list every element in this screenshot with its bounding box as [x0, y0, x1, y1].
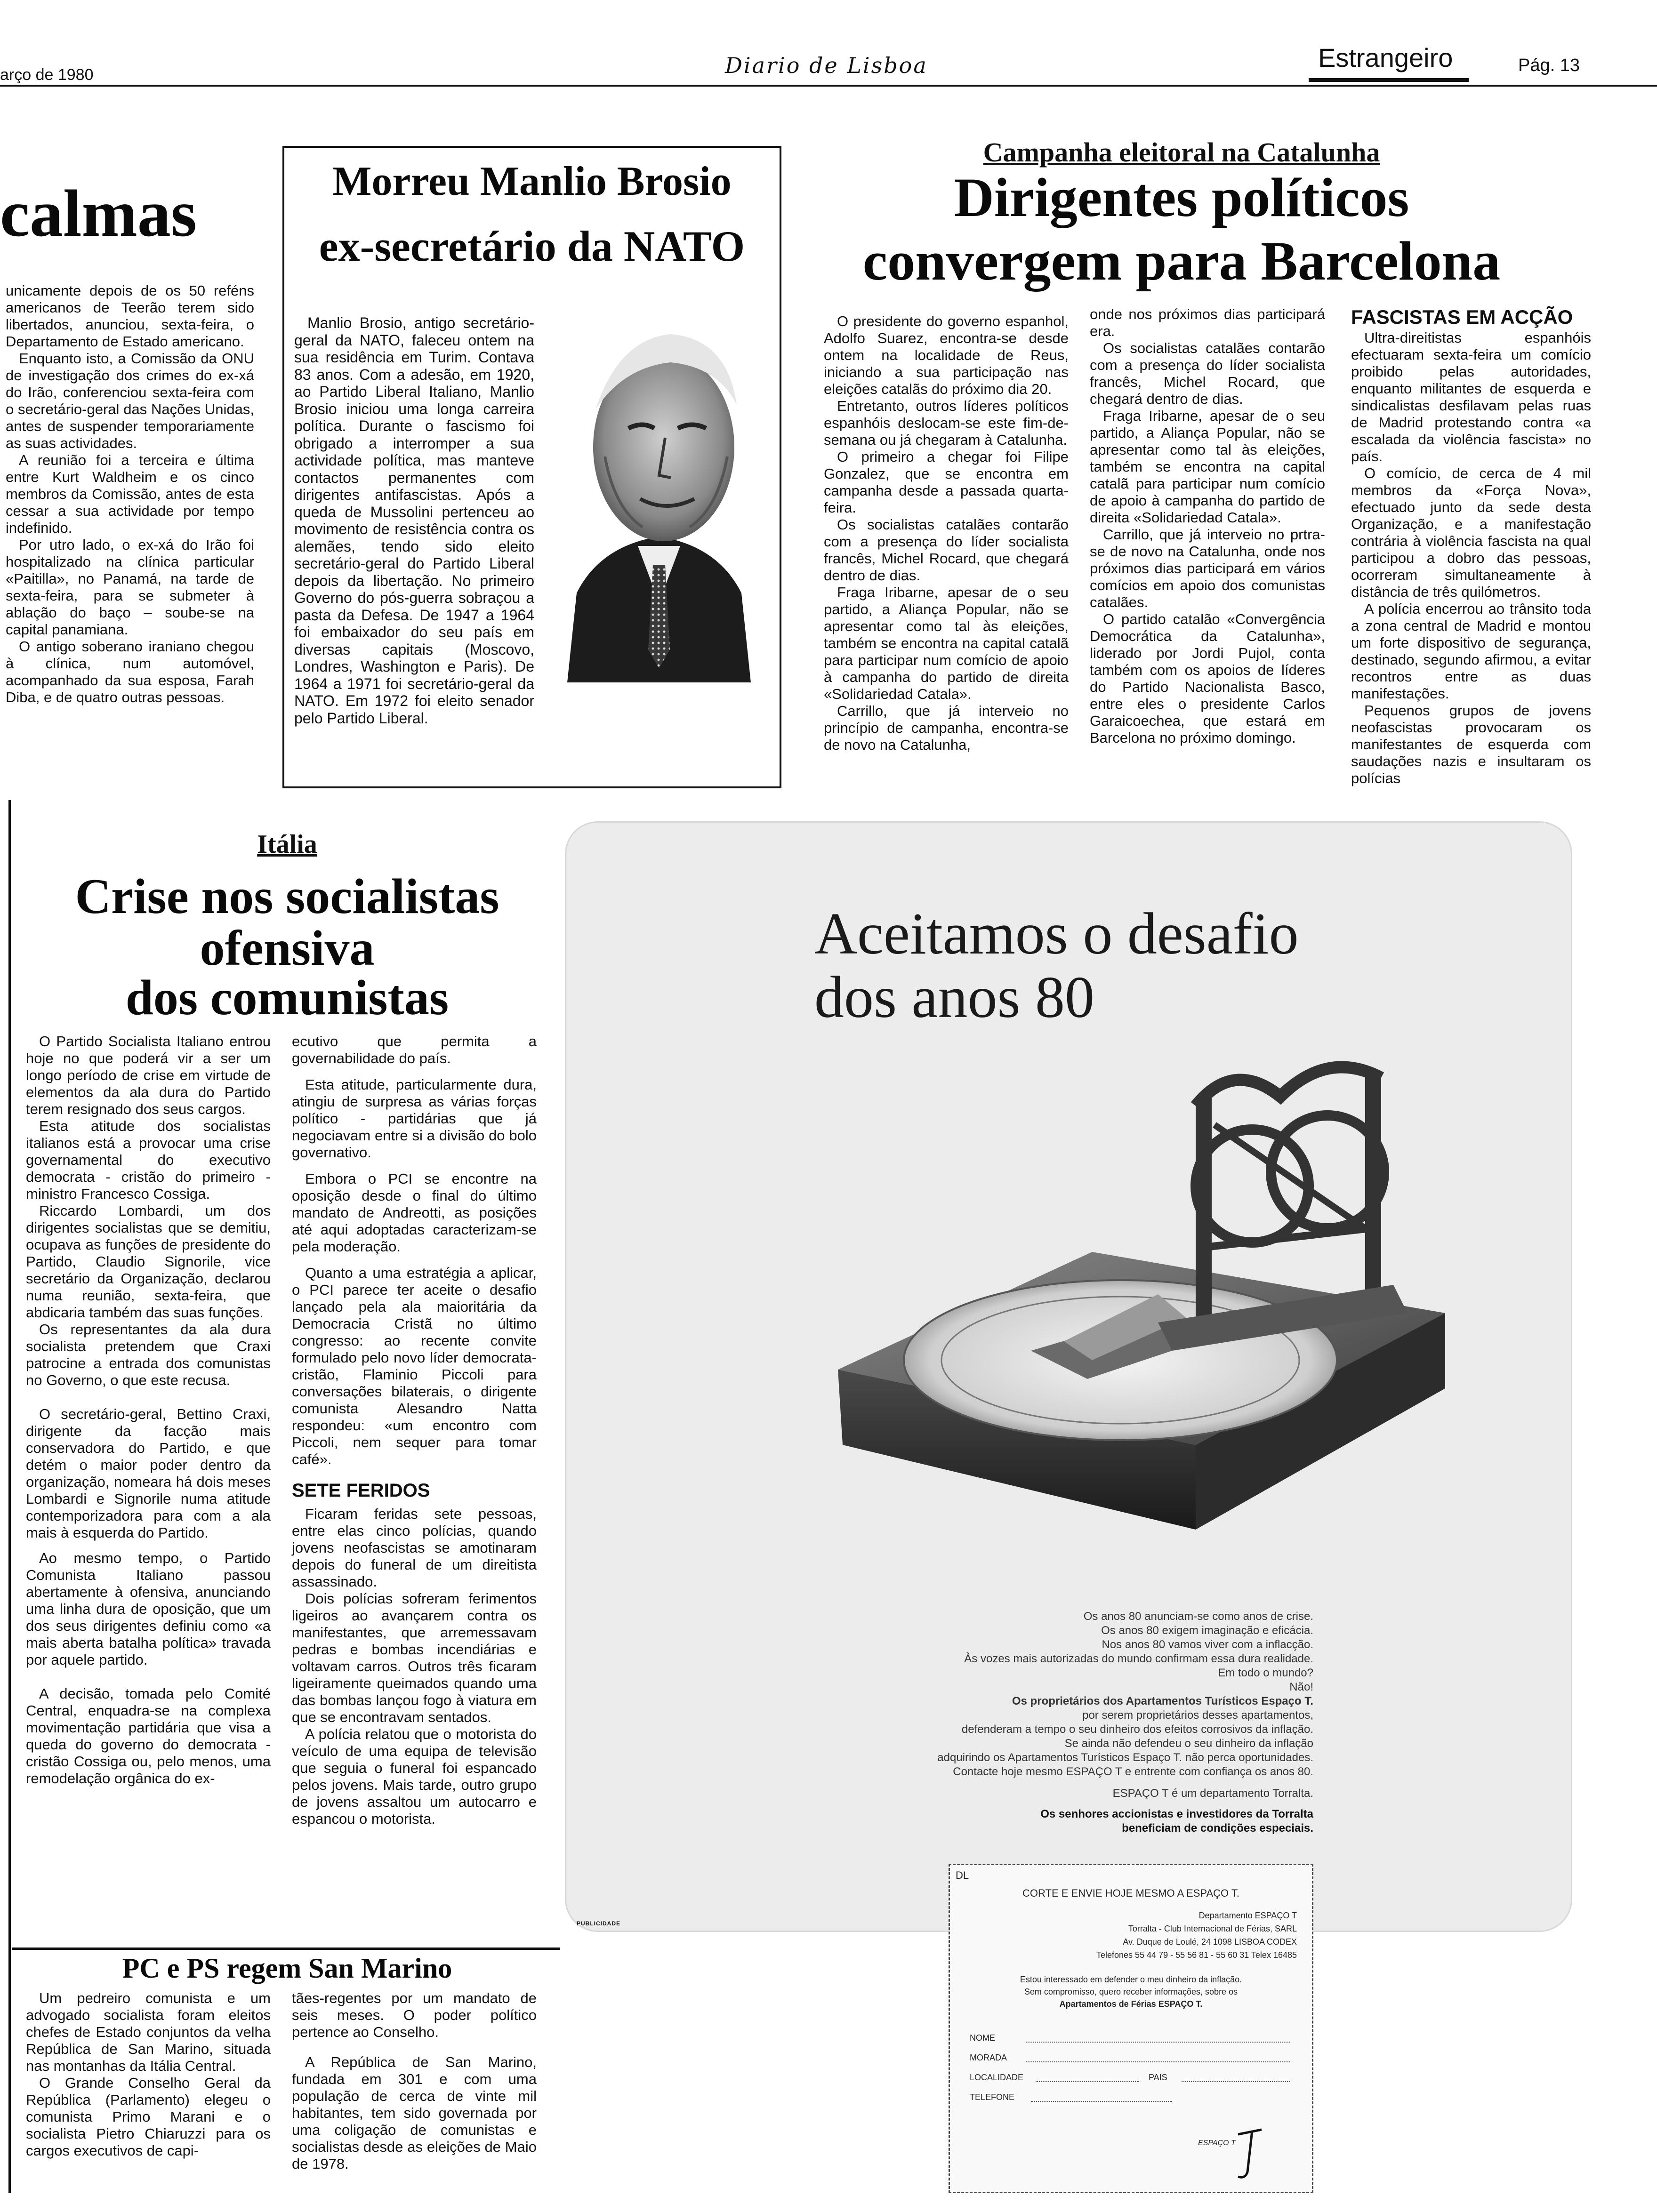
- brosio-headline-1: Morreu Manlio Brosio: [332, 159, 732, 204]
- catalunha-c1-p1: O presidente do governo espanhol, Adolfo Suarez, encontra-se desde ontem na localidade de Reus, iniciando a sua participação nas eleições catalãs do próximo dia 20.: [824, 313, 1069, 397]
- ad-illustration: [828, 1031, 1478, 1586]
- iran-p1: unicamente depois de os 50 reféns americanos de Teerão terem sido libertados, anunciou, sexta-feira, o Departamento de Estado americano.: [6, 282, 254, 350]
- coupon-label-nome: NOME: [970, 2033, 995, 2043]
- header-rule: [0, 85, 1657, 87]
- italia-c1-p4: Os representantes da ala dura socialista pretendem que Craxi patrocine a entrada dos comunistas no Governo, o que este recusa.: [26, 1321, 271, 1388]
- italia-c2b-p3: A polícia relatou que o motorista do veículo de uma equipa de televisão que seguia o funeral foi espancado pelos jovens. Mais tarde, outro grupo de jovens assaltou um autocarro e espancou o motorista.: [292, 1726, 537, 1827]
- left-edge-rule: [8, 800, 11, 2193]
- sanmarino-c2-p1: tães-regentes por um mandato de seis meses. O poder político pertence ao Conselho.: [292, 1990, 537, 2040]
- catalunha-c1-p4: Os socialistas catalães contarão com a presença do líder socialista francês, Michel Rocard, que chegará dentro de dias.: [824, 516, 1069, 584]
- ad-headline-2: dos anos 80: [814, 965, 1094, 1030]
- italia-col2: [292, 1033, 537, 1827]
- fascistas-p4: Pequenos grupos de jovens neofascistas provocaram os manifestantes de esquerda com saudações nazis e insultaram os polícias: [1351, 702, 1591, 786]
- coupon-title: CORTE E ENVIE HOJE MESMO A ESPAÇO T.: [1022, 1887, 1239, 1899]
- ad-line-1: Os anos 80 anunciam-se como anos de crise.: [1083, 1610, 1313, 1623]
- italia-c1-p5: O secretário-geral, Bettino Craxi, dirigente da facção mais conservadora do Partido, e que detém o maior poder dentro da organização, nomeara há dois meses Lombardi e Signorile numa atitude contemporizadora para com a ala mais à esquerda do Partido.: [26, 1406, 271, 1541]
- catalunha-c2-p5: O partido catalão «Convergência Democrática da Catalunha», liderado por Jordi Pujol, conta também com os apoios de líderes do Partido Nacionalista Basco, entre eles o presidente Carlos Garaicoechea, que estará em Barcelona no próximo domingo.: [1090, 611, 1325, 746]
- ad-closing-1: Os senhores accionistas e investidores da Torralta: [1040, 1808, 1313, 1820]
- italia-c2-p2: Esta atitude, particularmente dura, atingiu de surpresa as várias forças político - partidárias que já negociavam entre si a divisão do bolo governativo.: [292, 1076, 537, 1161]
- coupon-label-localidade: LOCALIDADE: [970, 2073, 1024, 2082]
- catalunha-c2-p3: Fraga Iribarne, apesar de o seu partido, a Aliança Popular, não se apresentar como tal às eleições, também se encontra na capital catalã para participar num comício de apoio à campanha do partido de direita «Solidariedad Catala».: [1090, 408, 1325, 526]
- ad-line-11: adquirindo os Apartamentos Turísticos Espaço T. não perca oportunidades.: [937, 1751, 1313, 1764]
- italia-c2-p3: Embora o PCI se encontre na oposição desde o final do último mandato de Andreotti, as posições até aqui adoptadas caracterizam-se pela moderação.: [292, 1170, 537, 1255]
- ad-line-9: defenderam a tempo o seu dinheiro dos efeitos corrosivos da inflação.: [961, 1723, 1313, 1736]
- brosio-portrait: [548, 301, 770, 682]
- italia-headline-2: ofensiva: [200, 921, 375, 976]
- ad-line-12: Contacte hoje mesmo ESPAÇO T e entrente com confiança os anos 80.: [953, 1765, 1313, 1778]
- portrait-image: [548, 301, 770, 682]
- catalunha-col1: [824, 313, 1069, 753]
- ad-closing-2: beneficiam de condições especiais.: [1122, 1822, 1313, 1835]
- coupon-corner: DL: [956, 1869, 969, 1881]
- coupon-input-nome[interactable]: [1026, 2042, 1290, 2043]
- page-number: Pág. 13: [1518, 56, 1580, 75]
- italia-c1-p7: A decisão, tomada pelo Comité Central, enquadra-se na complexa movimentação partidária que visa a queda do governo do democrata - cristão Cossiga ou, pelo menos, uma remodelação orgânica do ex-: [26, 1685, 271, 1787]
- catalunha-c1-p6: Carrillo, que já interveio no princípio de campanha, encontra-se de novo na Catalunha,: [824, 703, 1069, 753]
- ad-line-6: Não!: [1289, 1681, 1313, 1693]
- masthead: Diario de Lisboa: [725, 53, 928, 78]
- ad-line-10: Se ainda não defendeu o seu dinheiro da inflação: [1064, 1737, 1313, 1750]
- fascistas-p3: A polícia encerrou ao trânsito toda a zona central de Madrid e montou um forte dispositivo de segurança, destinado, segundo afirmou, a evitar recontros entre as duas manifestações.: [1351, 601, 1591, 702]
- section-underline: [1309, 78, 1469, 82]
- ad-copy: [857, 1610, 1313, 1835]
- coupon-info-2: Sem compromisso, quero receber informações, sobre os: [1024, 1987, 1238, 1996]
- catalunha-c1-p5: Fraga Iribarne, apesar de o seu partido, a Aliança Popular, não se apresentar como tal às eleições, também se encontra na capital catalã para participar num comício de apoio à campanha do partido de direita «Solidariedad Catala».: [824, 584, 1069, 702]
- coupon-label-pais: PAIS: [1149, 2073, 1167, 2082]
- italia-c1-p3: Riccardo Lombardi, um dos dirigentes socialistas que se demitiu, ocupava as funções de presidente do Partido, Claudio Signorile, vice secretário da Organização, declarou numa reunião, sexta-feira, que abdicaria também das suas funções.: [26, 1202, 271, 1321]
- coupon-addr-4: Telefones 55 44 79 - 55 56 81 - 55 60 31 Telex 16485: [1096, 1950, 1297, 1960]
- catalunha-headline-1: Dirigentes políticos: [954, 167, 1409, 228]
- fascistas-subhead: FASCISTAS EM ACÇÃO: [1351, 306, 1573, 328]
- ad-line-8: por serem proprietários desses apartamentos,: [1082, 1709, 1313, 1722]
- coupon-addr-3: Av. Duque de Loulé, 24 1098 LISBOA CODEX: [1123, 1937, 1297, 1947]
- italia-col1: [26, 1033, 271, 1787]
- brosio-headline-2: ex-secretário da NATO: [319, 222, 745, 270]
- ad-headline-1: Aceitamos o desafio: [814, 901, 1299, 967]
- fascistas-p2: O comício, de cerca de 4 mil membros da «Força Nova», efectuado junto da sede desta Organização, e a manifestação contrária à violência fascista na qual participou a dobro das pessoas, ocorreram simultaneamente à distância de três quilómetros.: [1351, 465, 1591, 600]
- iran-p4: Por utro lado, o ex-xá do Irão foi hospitalizado na clínica particular «Paitilla», no Panamá, na tarde de sexta-feira, para se submeter à ablação do baço – soube-se na capital panamiana.: [6, 537, 254, 638]
- calendar-device-image: [828, 1031, 1478, 1586]
- italia-headline-3: dos comunistas: [125, 970, 449, 1025]
- sanmarino-rule: [12, 1948, 560, 1950]
- coupon-addr-2: Torralta - Club Internacional de Férias, SARL: [1128, 1924, 1297, 1933]
- italia-c1-p6: Ao mesmo tempo, o Partido Comunista Italiano passou abertamente à ofensiva, anunciando uma linha dura de oposição, que um dos seus dirigentes definiu como «a mais aberta batalha política» travada por aquele partido.: [26, 1550, 271, 1668]
- italia-c1-p2: Esta atitude dos socialistas italianos está a provocar uma crise governamental do executivo democrata - cristão do primeiro - ministro Francesco Cossiga.: [26, 1118, 271, 1202]
- catalunha-c2-p1: onde nos próximos dias participará era.: [1090, 306, 1325, 339]
- ad-line-13: ESPAÇO T é um departamento Torralta.: [1112, 1787, 1313, 1800]
- ad-line-5: Em todo o mundo?: [1218, 1667, 1313, 1679]
- ad-line-3: Nos anos 80 vamos viver com a inflacção.: [1102, 1638, 1313, 1651]
- iran-p2: Enquanto isto, a Comissão da ONU de investigação dos crimes do ex-xá do Irão, conferenciou sexta-feira com o secretário-geral das Nações Unidas, antes de suspender temporariamente as suas actividades.: [6, 350, 254, 451]
- section-title: Estrangeiro: [1318, 43, 1453, 72]
- italia-headline-1: Crise nos socialistas: [75, 869, 499, 924]
- italia-kicker: Itália: [257, 830, 317, 859]
- sanmarino-c1-p1: Um pedreiro comunista e um advogado socialista foram eleitos chefes de Estado conjuntos da velha República de San Marino, situada nas montanhas da Itália Central.: [26, 1990, 271, 2074]
- coupon-input-morada[interactable]: [1026, 2061, 1290, 2062]
- catalunha-c2-p4: Carrillo, que já interveio no prtra-se de novo na Catalunha, onde nos próximos dias participará em vários comícios em apoio dos comunistas catalães.: [1090, 526, 1325, 610]
- brosio-text: Manlio Brosio, antigo secretário-geral da NATO, faleceu ontem na sua residência em Turim. Contava 83 anos. Com a adesão, em 1920, ao Partido Liberal Italiano, Manlio Brosio iniciou uma longa carreira política. Durante o fascismo foi obrigado a interromper a sua actividade política, mas manteve contactos permanentes com dirigentes antifascistas. Após a queda de Mussolini pertenceu ao movimento de resistência contra os alemães, tendo sido eleito secretário-geral do Partido Liberal depois da libertação. No primeiro Governo do pós-guerra sobraçou a pasta da Defesa. De 1947 a 1964 foi embaixador do seu país em diversas capitais (Moscovo, Londres, Washington e Paris). De 1964 a 1971 foi secretário-geral da NATO. Em 1972 foi eleito senador pelo Partido Liberal.: [294, 314, 534, 727]
- catalunha-c1-p2: Entretanto, outros líderes políticos espanhóis deslocam-se este fim-de-semana ou já chegaram à Catalunha.: [824, 398, 1069, 448]
- italia-c2b-p1: Ficaram feridas sete pessoas, entre elas cinco polícias, quando jovens neofascistas se amotinaram depois do funeral de um direitista assassinado.: [292, 1506, 537, 1590]
- fascistas-col: [1351, 329, 1591, 787]
- coupon-input-telefone[interactable]: [1031, 2101, 1172, 2102]
- iran-p3: A reunião foi a terceira e última entre Kurt Waldheim e os cinco membros da Comissão, antes de esta cessar a sua actividade por tempo indefinido.: [6, 452, 254, 536]
- coupon-addr-1: Departamento ESPAÇO T: [1199, 1911, 1297, 1920]
- ad-line-7: Os proprietários dos Apartamentos Turísticos Espaço T.: [1012, 1695, 1313, 1707]
- italia-c1-p1: O Partido Socialista Italiano entrou hoje no que poderá vir a ser um longo período de crise em virtude de elementos da ala dura do Partido terem resignado dos seus cargos.: [26, 1033, 271, 1117]
- sanmarino-c2-p2: A República de San Marino, fundada em 301 e com uma população de cerca de vinte mil habitantes, tem sido governada por uma coligação de comunistas e socialistas desde as eleições de Maio de 1978.: [292, 2054, 537, 2172]
- italia-c2-p1: ecutivo que permita a governabilidade do país.: [292, 1033, 537, 1066]
- header-date: arço de 1980: [0, 66, 94, 84]
- ad-publicidade-label: PUBLICIDADE: [577, 1920, 621, 1927]
- fascistas-p1: Ultra-direitistas espanhóis efectuaram sexta-feira um comício proibido pelas autoridades, enquanto militantes de esquerda e sindicalistas desfilavam pelas ruas de Madrid protestando contra «a escalada da violência fascista» no país.: [1351, 329, 1591, 465]
- catalunha-headline-2: convergem para Barcelona: [862, 230, 1501, 292]
- brosio-article: [294, 314, 534, 727]
- iran-headline: calmas: [0, 176, 197, 250]
- iran-article: [6, 282, 254, 706]
- italia-c2-p4: Quanto a uma estratégia a aplicar, o PCI parece ter aceite o desafio lançado pela ala maioritária da Democracia Cristã no último congresso: ao recente convite formulado pelo novo líder democrata-cristão, Flaminio Piccoli para conversações bilaterais, o dirigente comunista Alesandro Natta respondeu: «um encontro com Piccoli, nem sequer para tomar café».: [292, 1265, 537, 1467]
- espaco-t-logo: [1233, 2120, 1266, 2181]
- espaco-t-logo-icon: [1233, 2120, 1266, 2181]
- sanmarino-c1-p2: O Grande Conselho Geral da República (Parlamento) elegeu o comunista Primo Marani e o socialista Pietro Chiaruzzi para os cargos executivos de capi-: [26, 2075, 271, 2159]
- coupon-label-morada: MORADA: [970, 2053, 1007, 2062]
- sanmarino-headline: PC e PS regem San Marino: [122, 1953, 452, 1984]
- catalunha-kicker: Campanha eleitoral na Catalunha: [983, 137, 1380, 168]
- sanmarino-col1: [26, 1990, 271, 2159]
- catalunha-c1-p3: O primeiro a chegar foi Filipe Gonzalez, que se encontra em campanha desde a passada quarta-feira.: [824, 449, 1069, 516]
- sanmarino-col2: [292, 1990, 537, 2172]
- ad-line-4: Às vozes mais autorizadas do mundo confirmam essa dura realidade.: [964, 1652, 1313, 1665]
- italia-c2b-p2: Dois polícias sofreram ferimentos ligeiros ao avançarem contra os manifestantes, que arremessavam pedras e bombas incendiárias e voltavam carros. Outros três ficaram ligeiramente queimados quando uma das bombas lançou fogo à viatura em que se encontravam sentados.: [292, 1590, 537, 1725]
- coupon-input-pais[interactable]: [1182, 2081, 1290, 2082]
- iran-p5: O antigo soberano iraniano chegou à clínica, num automóvel, acompanhado da sua esposa, Farah Diba, e de quatro outras pessoas.: [6, 638, 254, 705]
- ad-line-2: Os anos 80 exigem imaginação e eficácia.: [1101, 1624, 1313, 1637]
- feridos-subhead: SETE FERIDOS: [292, 1480, 430, 1501]
- coupon-input-localidade[interactable]: [1036, 2081, 1139, 2082]
- catalunha-c2-p2: Os socialistas catalães contarão com a presença do líder socialista francês, Michel Rocard, que chegará dentro de dias.: [1090, 340, 1325, 407]
- coupon-info-3: Apartamentos de Férias ESPAÇO T.: [1059, 1999, 1203, 2009]
- coupon-info-1: Estou interessado em defender o meu dinheiro da inflação.: [1020, 1975, 1242, 1984]
- catalunha-col2: [1090, 306, 1325, 746]
- coupon-logo-text: ESPAÇO T: [1198, 2139, 1236, 2147]
- coupon-label-telefone: TELEFONE: [970, 2092, 1015, 2102]
